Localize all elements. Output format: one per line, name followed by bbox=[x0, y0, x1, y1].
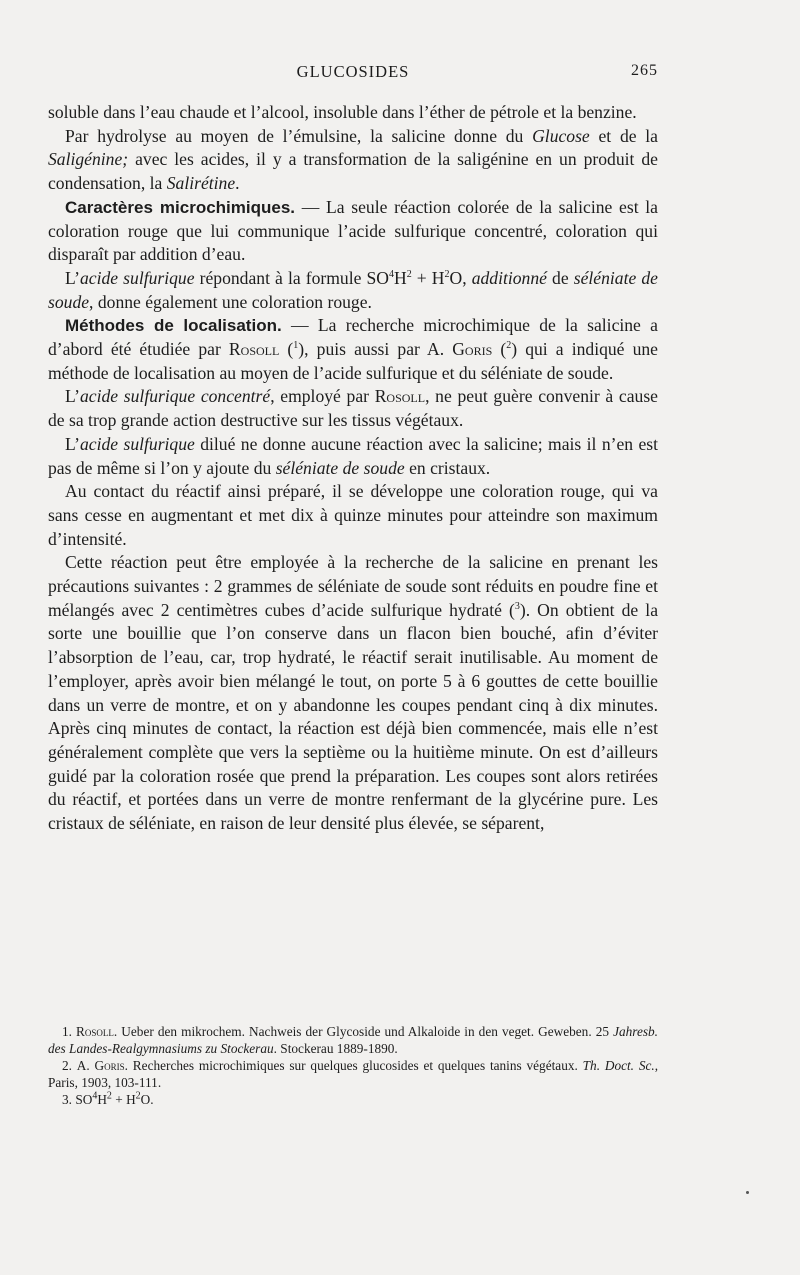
paragraph-text: L’ bbox=[65, 267, 80, 288]
footnote-text: . Ueber den mikrochem. Nachweis der Glycoside und Alkaloide in den veget. Geweben. 25 bbox=[113, 1024, 614, 1039]
paragraph-text: , ne peut guère convenir à cause de sa trop grande action destructive sur les tissus végétaux. bbox=[48, 386, 658, 431]
footnote-text: . Recherches microchimiques sur quelques glucosides et quelques tanins végétaux. bbox=[124, 1058, 583, 1073]
section-heading-localisation: Méthodes de localisation. bbox=[65, 316, 282, 336]
footnote-journal: Th. Doct. Sc. bbox=[582, 1058, 655, 1073]
footnote-ref-1[interactable]: 1 bbox=[293, 340, 299, 352]
paragraph-9: Cette réaction peut être employée à la recherche de la salicine en prenant les précautions suivantes : 2 grammes de séléniate de soude sont réduits en poudre fine et mélangés avec 2 centimètres cubes d’acide sulfurique hydraté ($^3$). On obtient de la sorte une bouillie que l’on conserve dans un flacon bien bouché, afin d’éviter l’absorption de l’eau, car, trop hydraté, le réactif serait inutilisable. Au moment de l’employer, après avoir bien mélangé le tout, on porte 5 à 6 gouttes de cette bouillie dans un verre de montre, et on y abandonne les coupes pendant cinq à dix minutes. Après cinq minutes de contact, la réaction est déjà bien commencée, mais elle n’est généralement complète que vers la septième ou la huitième minute. On est d’ailleurs guidé par la coloration rosée que prend la préparation. Les coupes sont alors retirées du réactif, et portées dans un verre de montre renfermant de la glycérine pure. Les cristaux de séléniate, en raison de leur densité plus élevée, se séparent, bbox=[48, 552, 659, 834]
footnote-3 bbox=[48, 1091, 658, 1108]
paragraph-3 bbox=[48, 196, 658, 267]
formula-index: 2 bbox=[406, 269, 412, 281]
formula-index: 2 bbox=[444, 269, 450, 281]
footnote-journal: Jahresb. des Landes-Realgymnasiums zu Stockerau bbox=[48, 1024, 658, 1056]
term-seleniate-de-soude: séléniate de soude bbox=[275, 457, 405, 478]
paragraph-text: avec les acides, il y a transformation de la saligénine en un produit de condensation, la bbox=[48, 149, 658, 194]
formula-index: 4 bbox=[389, 269, 394, 281]
author-rosoll: Rosoll bbox=[374, 386, 426, 407]
footnote-number: 2. bbox=[62, 1058, 72, 1073]
term-seleniate-de-soude: séléniate de soude bbox=[48, 267, 658, 312]
paragraph-text: , donne également une coloration rouge. bbox=[89, 291, 372, 312]
footnotes bbox=[48, 1023, 658, 1108]
paragraph-text: — La seule réaction colorée de la salicine est la coloration rouge que lui communique l’acide sulfurique concentré, coloration qui disparaît par addition d’eau. bbox=[48, 196, 658, 265]
footnote-number: 1. bbox=[62, 1024, 72, 1039]
author-rosoll: Rosoll bbox=[228, 339, 280, 360]
paragraph-5: Méthodes de localisation. — La recherche microchimique de la salicine a d’abord été étudiée par Rosoll ($^1$), puis aussi par A. Goris ($^2$) qui a indiqué une méthode de localisation au moyen de l’acide sulfurique et du séléniate de soude. bbox=[48, 315, 658, 383]
running-head bbox=[48, 62, 658, 86]
paragraph-text: , puis aussi par A. bbox=[304, 339, 453, 360]
paragraph-text: . On obtient de la sorte une bouillie que l’on conserve dans un flacon bien bouché, afin d’éviter l’absorption de l’eau, car, trop hydraté, le réactif serait inutilisable. Au moment de l’employer, après avoir bien mélangé le tout, on porte 5 à 6 gouttes de cette bouillie dans un verre de montre, et on y abandonne les coupes pendant cinq à dix minutes. Après cinq minutes de contact, la réaction est déjà bien commencée, mais elle n’est généralement complète que vers la septième ou la huitième minute. On est d’ailleurs guidé par la coloration rosée que prend la préparation. Les coupes sont alors retirées du réactif, et portées dans un verre de montre renfermant de la glycérine pure. Les cristaux de séléniate, en raison de leur densité plus élevée, se séparent, bbox=[48, 599, 659, 834]
paragraph-4 bbox=[48, 267, 658, 314]
body-text bbox=[48, 101, 658, 836]
paragraph-text: qui a indiqué une méthode de localisation au moyen de l’acide sulfurique et du séléniate de soude. bbox=[48, 339, 658, 383]
footnote-text: O. bbox=[140, 1092, 154, 1107]
term-acide-sulfurique: acide sulfurique bbox=[80, 267, 195, 288]
term-glucose: Glucose bbox=[532, 125, 590, 146]
paper-speck bbox=[746, 1191, 749, 1194]
paragraph-text: O, bbox=[449, 267, 472, 288]
paragraph-text: de bbox=[546, 267, 574, 288]
paragraph-text: soluble dans l’eau chaude et l’alcool, insoluble dans l’éther de pétrole et la benzine. bbox=[48, 102, 637, 122]
paragraph-text: L’ bbox=[65, 386, 80, 407]
section-heading-microchimiques: Caractères microchimiques. bbox=[65, 197, 296, 217]
running-title: GLUCOSIDES bbox=[296, 62, 410, 81]
paragraph-1 bbox=[48, 101, 658, 125]
term-acide-sulfurique: acide sulfurique bbox=[80, 433, 195, 454]
term-saligenine: Saligénine; bbox=[48, 149, 129, 170]
formula-index: 4 bbox=[92, 1090, 98, 1102]
paragraph-text: Au contact du réactif ainsi préparé, il se développe une coloration rouge, qui va sans cesse en augmentant et met dix à quinze minutes pour atteindre son maximum d’intensité. bbox=[48, 481, 658, 549]
paragraph-text: en cristaux. bbox=[404, 457, 491, 478]
author-goris: Goris bbox=[452, 339, 493, 360]
footnote-text: + H bbox=[111, 1092, 136, 1107]
paragraph-text: , employé par bbox=[270, 386, 375, 407]
paragraph-text: . bbox=[235, 173, 240, 194]
footnote-ref-2[interactable]: 2 bbox=[506, 340, 512, 352]
paragraph-8 bbox=[48, 480, 658, 551]
paragraph-text: dilué ne donne aucune réaction avec la salicine; mais il n’en est pas de même si l’on y ajoute du bbox=[48, 433, 659, 478]
paragraph-6 bbox=[48, 385, 658, 432]
page-number: 265 bbox=[631, 62, 658, 79]
footnote-author: Rosoll bbox=[76, 1024, 114, 1039]
footnote-text: , Paris, 1903, 103-111. bbox=[48, 1058, 659, 1090]
paragraph-text: L’ bbox=[65, 433, 80, 454]
paragraph-text: Par hydrolyse au moyen de l’émulsine, la salicine donne du bbox=[65, 125, 533, 146]
term-saliretine: Salirétine bbox=[166, 173, 236, 194]
term-acide-sulfurique-concentre: acide sulfurique concentré bbox=[80, 386, 271, 407]
paragraph-text: + H bbox=[411, 267, 445, 288]
footnote-2 bbox=[48, 1057, 658, 1091]
paragraph-text: et de la bbox=[589, 125, 658, 146]
footnote-number: 3. bbox=[62, 1092, 72, 1107]
paragraph-7 bbox=[48, 433, 658, 480]
footnote-text: . Stockerau 1889-1890. bbox=[273, 1041, 398, 1056]
paragraph-text: Cette réaction peut être employée à la recherche de la salicine en prenant les précautions suivantes : 2 grammes de séléniate de soude sont réduits en poudre fine et mélangés avec 2 centimètres cubes d’acide sulfurique hydraté bbox=[48, 552, 658, 620]
formula-element: H bbox=[394, 267, 407, 288]
formula-index: 2 bbox=[106, 1090, 112, 1102]
term-additionne: additionné bbox=[471, 267, 547, 288]
footnote-1 bbox=[48, 1023, 658, 1057]
paragraph-text: répondant à la formule SO bbox=[194, 267, 389, 288]
formula-index: 2 bbox=[135, 1090, 141, 1102]
footnote-ref-3[interactable]: 3 bbox=[514, 600, 520, 612]
formula-element: H bbox=[97, 1092, 107, 1107]
paragraph-2 bbox=[48, 125, 658, 196]
footnote-text: SO bbox=[75, 1092, 93, 1107]
footnote-author: A. Goris bbox=[76, 1058, 125, 1073]
paragraph-text: — La recherche microchimique de la salicine a d’abord été étudiée par bbox=[48, 315, 658, 360]
